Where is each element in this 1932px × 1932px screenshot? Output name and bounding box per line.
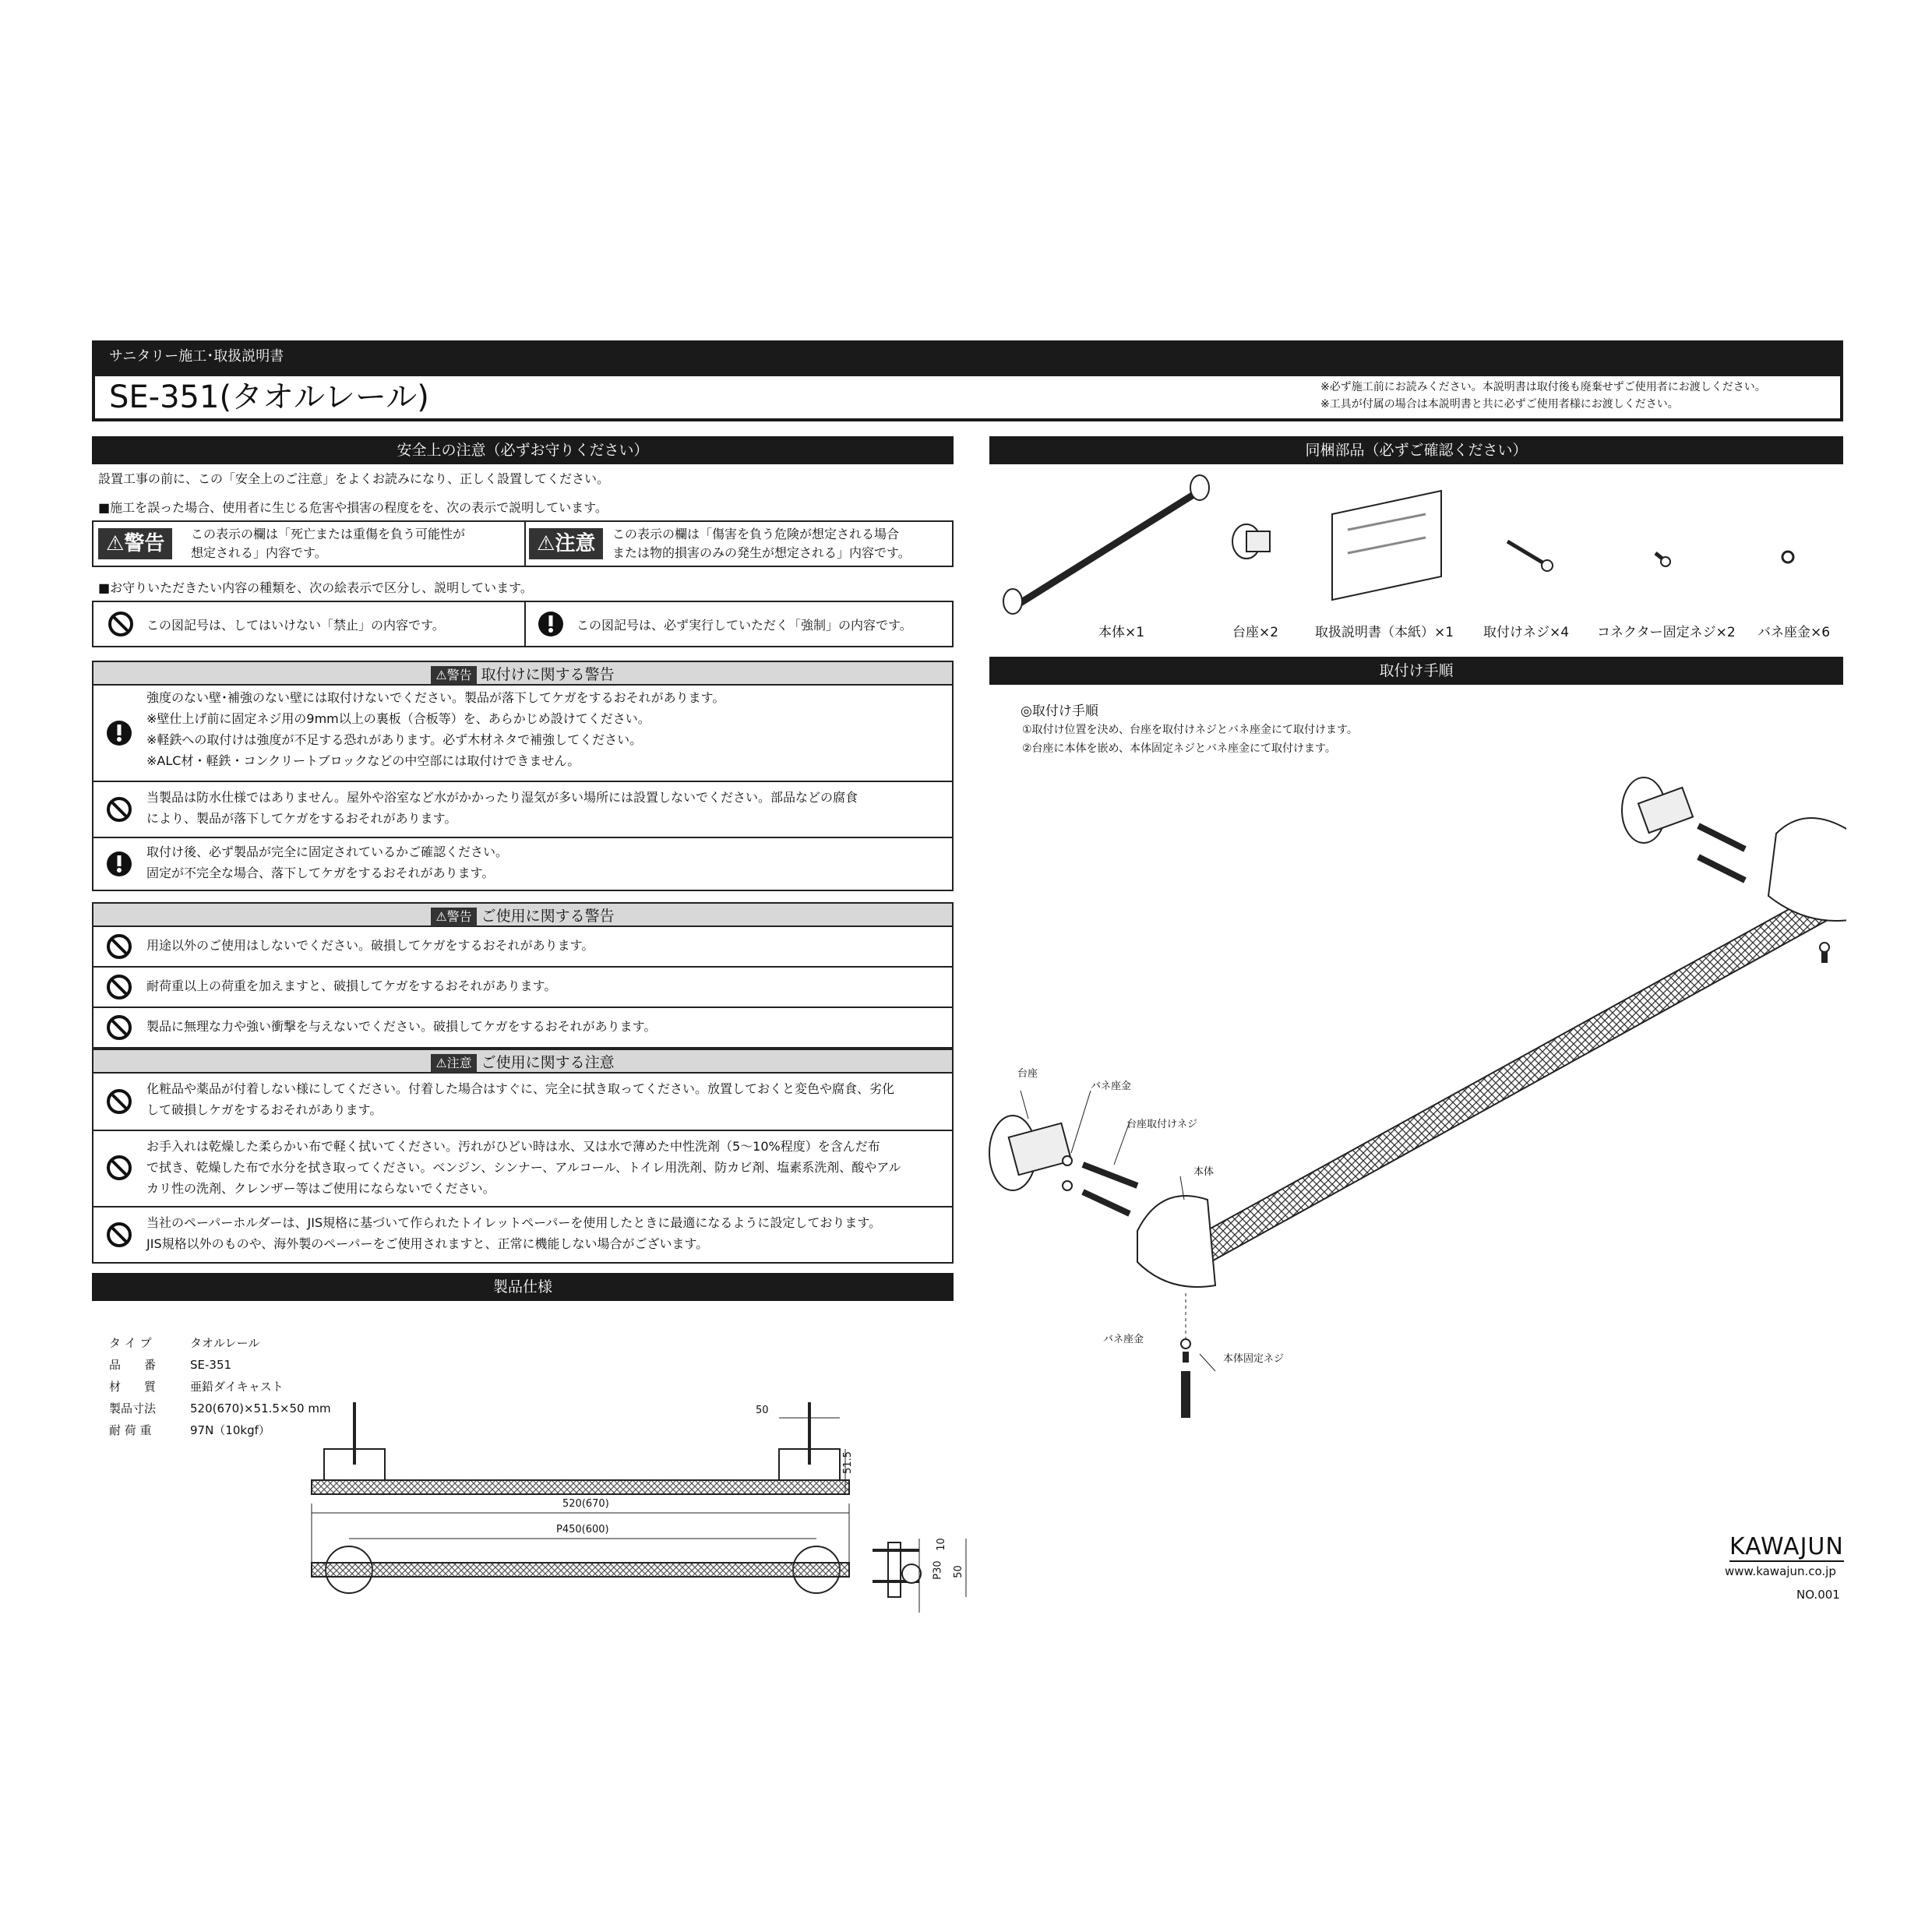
dim-50-top: 50 bbox=[756, 1405, 769, 1416]
part-label-manual: 取扱説明書（本紙）×1 bbox=[1315, 625, 1454, 640]
brand-url: www.kawajun.co.jp bbox=[1725, 1564, 1836, 1578]
prohibit-description: この図記号は、してはいけない「禁止」の内容です。 bbox=[146, 618, 445, 633]
procedure-step-2: ②台座に本体を嵌め、本体固定ネジとバネ座金にて取付けます。 bbox=[1022, 742, 1336, 755]
use-warning-tag: ⚠警告 bbox=[431, 908, 476, 926]
use-caution-tag: ⚠注意 bbox=[431, 1054, 476, 1073]
spec-row: 品 番 SE-351 bbox=[109, 1358, 232, 1372]
use-warning-row-1: 用途以外のご使用はしないでください。破損してケガをするおそれがあります。 bbox=[92, 927, 954, 968]
header-note-2: ※工具が付属の場合は本説明書と共に必ずご使用者様にお渡しください。 bbox=[1320, 398, 1679, 411]
use-caution-row-2: お手入れは乾燥した柔らかい布で軽く拭いてください。汚れがひどい時は水、又は水で薄めた中性洗剤（5～10%程度）を含んだ布 で拭き、乾燥した布で水分を拭き取ってください。ベンジン、シンナー、アルコール、トイレ用洗剤、防カビ剤、塩素系洗剤、酸やアル カリ性の洗剤、クレンザー等はご使用にならないでください。 bbox=[92, 1131, 954, 1208]
header-notes bbox=[1320, 379, 1766, 413]
document-title: SE-351(タオルレール) bbox=[109, 379, 429, 415]
spec-row: 耐 荷 重 97N（10kgf） bbox=[109, 1423, 270, 1437]
mandatory-description: この図記号は、必ず実行していただく「強制」の内容です。 bbox=[576, 618, 912, 633]
parts-section-header bbox=[989, 436, 1843, 464]
prohibit-icon bbox=[106, 1014, 132, 1041]
prohibit-icon bbox=[106, 796, 132, 823]
safety-explain: ■施工を誤った場合、使用者に生じる危害や損害の程度をを、次の表示で説明しています。 bbox=[98, 500, 608, 515]
use-caution-row-3: 当社のペーパーホルダーは、JIS規格に基づいて作られたトイレットペーパーを使用したときに最適になるように設定しております。 JIS規格以外のものや、海外製のペーパーをご使用されますと、正常に機能しない場合がございます。 bbox=[92, 1208, 954, 1264]
prohibit-icon bbox=[106, 1155, 132, 1181]
safety-intro: 設置工事の前に、この「安全上のご注意」をよくお読みになり、正しく設置してください。 bbox=[98, 471, 610, 486]
install-warning-row-1: 強度のない壁･補強のない壁には取付けないでください。製品が落下してケガをするおそれがあります。 ※壁仕上げ前に固定ネジ用の9mm以上の裏板（合板等）を、あらかじめ設けてください。 ※軽鉄への取付けは強度が不足する恐れがあります。必ず木材ネタで補強してください。 ※ALC材・軽鉄・コンクリートブロックなどの中空部には取付けできません。 bbox=[92, 686, 954, 782]
warning-description: この表示の欄は「死亡または重傷を負う可能性が 想定される」内容です。 bbox=[191, 527, 466, 560]
parts-title: 同梱部品（必ずご確認ください） bbox=[1305, 442, 1528, 459]
symbol-classify: ■お守りいただきたい内容の種類を、次の絵表示で区分し、説明しています。 bbox=[98, 580, 533, 595]
brand-logo: KAWAJUN bbox=[1729, 1533, 1844, 1560]
procedure-heading: ◎取付け手順 bbox=[1021, 703, 1098, 719]
part-label-body: 本体×1 bbox=[1098, 625, 1145, 640]
label-body-screw: 本体固定ネジ bbox=[1223, 1353, 1285, 1365]
use-caution-row-1: 化粧品や薬品が付着しない様にしてください。付着した場合はすぐに、完全に拭き取ってください。放置しておくと変色や腐食、劣化 して破損しケガをするおそれがあります。 bbox=[92, 1074, 954, 1131]
document-number: NO.001 bbox=[1796, 1588, 1840, 1602]
install-warning-title: 取付けに関する警告 bbox=[481, 666, 615, 683]
use-caution-header bbox=[92, 1049, 954, 1074]
spec-row: 製品寸法 520(670)×51.5×50 mm bbox=[109, 1401, 331, 1416]
prohibit-icon bbox=[106, 1088, 132, 1115]
dim-p30: P30 bbox=[932, 1560, 944, 1580]
part-label-connector-screw: コネクター固定ネジ×2 bbox=[1597, 625, 1736, 640]
use-warning-row-3: 製品に無理な力や強い衝撃を与えないでください。破損してケガをするおそれがあります。 bbox=[92, 1008, 954, 1049]
part-label-mount-screw: 取付けネジ×4 bbox=[1483, 625, 1570, 640]
dim-10: 10 bbox=[935, 1538, 947, 1551]
label-base-screw: 台座取付けネジ bbox=[1126, 1119, 1198, 1130]
mandatory-icon bbox=[106, 851, 132, 877]
install-warning-tag: ⚠警告 bbox=[431, 666, 476, 685]
spec-row: 材 質 亜鉛ダイキャスト bbox=[109, 1380, 284, 1394]
dim-51-5: 51.5 bbox=[841, 1451, 854, 1474]
safety-section-header bbox=[92, 436, 954, 464]
dim-520: 520(670) bbox=[562, 1498, 609, 1510]
spec-title: 製品仕様 bbox=[492, 1278, 552, 1296]
caution-description: この表示の欄は「傷害を負う危険が想定される場合 または物的損害のみの発生が想定される」内容です。 bbox=[612, 527, 911, 560]
label-washer-1: バネ座金 bbox=[1091, 1081, 1132, 1092]
mandatory-icon bbox=[538, 611, 564, 637]
part-label-base: 台座×2 bbox=[1232, 625, 1279, 640]
dimension-drawing bbox=[296, 1387, 997, 1636]
document-category-bar bbox=[92, 340, 1843, 373]
spec-row: タ イ プ タオルレール bbox=[109, 1336, 260, 1350]
procedure-section-header bbox=[989, 657, 1843, 685]
prohibit-icon bbox=[106, 974, 132, 1000]
warning-badge: ⚠警告 bbox=[98, 528, 172, 559]
install-warning-row-2: 当製品は防水仕様ではありません。屋外や浴室など水がかかったり湿気が多い場所には設置しないでください。部品などの腐食 により、製品が落下してケガをするおそれがあります。 bbox=[92, 782, 954, 838]
prohibit-icon bbox=[106, 933, 132, 960]
label-body: 本体 bbox=[1193, 1166, 1215, 1178]
install-warning-row-3: 取付け後、必ず製品が完全に固定されているかご確認ください。 固定が不完全な場合、落下してケガをするおそれがあります。 bbox=[92, 838, 954, 891]
symbol-legend bbox=[92, 601, 954, 647]
document-category: サニタリー施工･取扱説明書 bbox=[109, 348, 284, 365]
procedure-title: 取付け手順 bbox=[1379, 662, 1454, 679]
header-note-1: ※必ず施工前にお読みください。本説明書は取付後も廃棄せずご使用者にお渡しください。 bbox=[1320, 381, 1766, 393]
use-warning-header bbox=[92, 902, 954, 927]
safety-title: 安全上の注意（必ずお守りください） bbox=[397, 442, 649, 459]
prohibit-icon bbox=[108, 611, 134, 637]
dim-p450: P450(600) bbox=[556, 1524, 609, 1535]
spec-section-header bbox=[92, 1273, 954, 1301]
caution-badge: ⚠注意 bbox=[529, 528, 603, 559]
parts-illustration bbox=[989, 467, 1843, 623]
dim-50-side: 50 bbox=[952, 1565, 964, 1578]
use-warning-title: ご使用に関する警告 bbox=[481, 908, 615, 925]
prohibit-icon bbox=[106, 1222, 132, 1248]
mandatory-icon bbox=[106, 720, 132, 746]
use-caution-title: ご使用に関する注意 bbox=[481, 1054, 615, 1071]
use-warning-row-2: 耐荷重以上の荷重を加えますと、破損してケガをするおそれがあります。 bbox=[92, 968, 954, 1008]
label-washer-2: バネ座金 bbox=[1103, 1334, 1144, 1345]
procedure-step-1: ①取付け位置を決め、台座を取付けネジとバネ座金にて取付けます。 bbox=[1022, 724, 1358, 736]
install-warning-header bbox=[92, 661, 954, 686]
label-base: 台座 bbox=[1017, 1068, 1038, 1080]
part-label-washer: バネ座金×6 bbox=[1757, 625, 1831, 640]
